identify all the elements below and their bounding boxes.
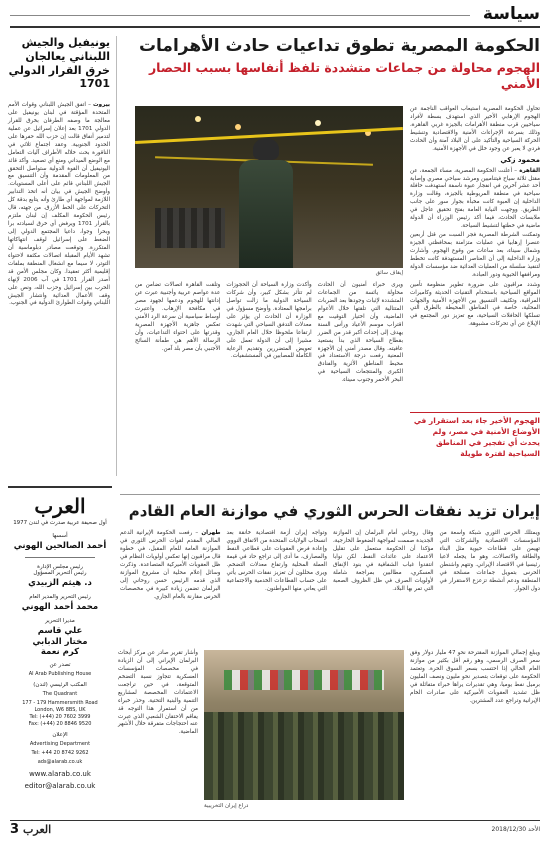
top-story-headline: الحكومة المصرية تطوق تداعيات حادث الأهرامات	[138, 36, 540, 56]
masthead-logo: العرب	[34, 494, 86, 518]
story-divider	[120, 494, 540, 495]
top-photo-credit: إيقاف سائق	[375, 270, 403, 276]
masthead-website-link[interactable]: www.alarab.co.uk	[29, 770, 91, 779]
top-story-body-2: وتمكنت الشرطة المصرية فجر السبت من قتل أربعين عنصرا إرهابيا في عمليات متزامنة بمحافظتي الجيزة وشمال سيناء، بعد ساعات من وقوع الهجوم. وأشارت وزارة الداخلية إلى أن العناصر المستهدفة كانت تخطط لتنفيذ سلسلة من العمليات العدائية ضد مؤسسات الدولة ومرافقها الحيوية ودور العبادة.	[410, 232, 540, 278]
top-story-body-3: وشدد مراقبون على ضرورة تطوير منظومة تأمين المواقع السياحية باستخدام التقنيات الحديثة وكاميرات المراقبة، وتكثيف التنسيق بين الأجهزة الأمنية والجهات المحلية، خاصة في المناطق المحيطة بالطرق التي تسلكها الحافلات السياحية، مع تعزيز دور المجتمع في الإبلاغ عن أي تحركات مشبوهة.	[410, 281, 540, 328]
top-story-photo	[135, 106, 403, 268]
footer-left	[10, 822, 59, 837]
bottom-story-col-2: وتواجه إيران أزمة اقتصادية خانقة بعد انسحاب الولايات المتحدة من الاتفاق النووي وإعادة فرض العقوبات على قطاعي النفط والمصارف، ما أدى إلى تراجع حاد في قيمة العملة المحلية وارتفاع معدلات التضخم. ويرى محللون أن تعزيز نفقات الحرس يأتي على حساب القطاعات الخدمية والاجتماعية التي يعاني منها المواطنون.	[226, 530, 327, 592]
soldier-body	[239, 160, 293, 268]
bottom-story-dateline: طهران	[201, 530, 221, 536]
top-story-col-a: ويرى خبراء أمنيون أن الحادث محاولة يائسة من الجماعات المتشددة لإثبات وجودها بعد الضربات المتتالية التي تلقتها خلال الأعوام الماضية، وأن اختيار التوقيت مع اقتراب موسم الأعياد ورأس السنة يهدف إلى إحداث أكبر قدر من الضرر بقطاع السياحة الذي بدأ يستعيد عافيته. وقال مصدر أمني إن الأجهزة المعنية رفعت درجة الاستعداد في محيط المناطق الأثرية والفنادق الكبرى والمنتجعات السياحية في البحر الأحمر وجنوب سيناء.	[317, 282, 403, 384]
top-story-columns	[135, 282, 403, 482]
masthead-rule	[25, 557, 95, 558]
bottom-story-col-1-wrap: طهران – رفعت الحكومة الإيرانية الدعم المالي المقدم لقوات الحرس الثوري في الموازنة العامة للعام المقبل، في خطوة قال مراقبون إنها تعكس أولويات النظام في ظل العقوبات الأميركية المتصاعدة. وذكرت وسائل إعلام محلية أن مشروع الموازنة الذي قدمه الرئيس حسن روحاني إلى البرلمان تضمن زيادة كبيرة في مخصصات الحرس مقارنة بالعام الجاري.	[120, 530, 221, 600]
bottom-story-columns	[120, 530, 540, 650]
footer-date: الأحد 2018/12/30	[491, 826, 540, 833]
top-story-byline: محمود زكي	[500, 155, 540, 164]
sidebar-body: اتفق الجيش اللبناني وقوات الأمم المتحدة المؤقتة في لبنان يونيفيل على معالجة ما وصفه الطرفان بخرق للقرار الدولي 1701 بعد إعلان إسرائيل عن عملية لتدمير أنفاق قالت إن حزب الله حفرها على الحدود الجنوبية. وعقد اجتماع ثلاثي في الناقورة بحث خلاله الأطراف آليات التعامل مع الوضع الميداني ومنع أي تصعيد. وأكد قائد اليونيفيل أن القوة الدولية ستواصل التحقق من المعلومات المقدمة وأن التنسيق مع الجيش اللبناني قائم على أعلى المستويات. وأوضح الجيش في بيان أنه اتخذ التدابير اللازمة لمواجهة أي طارئ وأنه يتابع بدقة كل التحركات على الخط الأزرق. من جهته، قال رئيس الحكومة المكلف إن لبنان ملتزم بالقرار 1701 ويرفض أي خرق لسيادته برا وبحرا وجوا، داعيا المجتمع الدولي إلى الضغط على إسرائيل لوقف انتهاكاتها المتكررة. وتوقعت مصادر دبلوماسية أن تشهد الأيام المقبلة اتصالات مكثفة لاحتواء التوتر، لا سيما مع انشغال المنطقة بملفات إقليمية أكثر تعقيدا. وكان مجلس الأمن قد أصدر القرار 1701 في آب 2006 لإنهاء الحرب بين إسرائيل وحزب الله، ونص على وقف الأعمال العدائية وانتشار الجيش اللبناني وقوات الطوارئ الدولية في الجنوب.	[8, 102, 110, 307]
bottom-story-left-text: وأشار تقرير صادر عن مركز أبحاث البرلمان الإيراني إلى أن الزيادة في مخصصات المؤسسات العسكرية تتجاوز نسبة التضخم المتوقعة، في حين تراجعت الاعتمادات المخصصة لمشاريع التنمية والبنية التحتية. وحذر خبراء من أن استمرار هذا التوجه قد يفاقم الاحتقان الشعبي الذي عبرت عنه احتجاجات متفرقة خلال الأشهر الماضية.	[118, 650, 198, 736]
masthead-managers-label: مديرا التحرير	[45, 618, 75, 625]
page-footer	[10, 820, 540, 838]
page-number: 3	[10, 822, 20, 837]
top-story-col-c: وتلقت القاهرة اتصالات تضامن من عدة عواصم عربية وأجنبية عبرت عن إدانتها للهجوم ودعمها لجهود مصر في مكافحة الإرهاب. واعتبرت أوساط سياسية أن سرعة الرد الأمني تعكس جاهزية الأجهزة المصرية وقدرتها على احتواء التداعيات، وأن الرسالة الأهم هي طمأنة السائح الأجنبي بأن مصر بلد آمن.	[135, 282, 221, 352]
masthead-building: The Quadrant	[42, 691, 78, 698]
masthead-ads-tel: Tel: +44 20 8742 9262	[31, 750, 89, 757]
section-rule	[10, 15, 470, 16]
sidebar-dateline: بيروت	[93, 102, 110, 108]
masthead-founder: أحمد الصالحين الهوني	[13, 541, 107, 552]
top-story-subhead: الهجوم محاولة من جماعات متشددة تلفظ أنفاسها بسبب الحصار الأمني	[148, 60, 540, 92]
photo-soldier	[239, 138, 293, 268]
masthead-gm: محمد أحمد الهوني	[21, 602, 99, 613]
masthead-publisher-en: Al Arab Publishing House	[28, 671, 92, 678]
masthead-ads-label: الإعلان	[52, 732, 68, 739]
photo-flags	[224, 670, 384, 690]
masthead-tagline: أول صحيفة عربية صدرت في لندن 1977	[13, 520, 107, 526]
masthead-email-link[interactable]: editor@alarab.co.uk	[24, 782, 96, 791]
masthead-publisher-ar: المكتب الرئيسي (لندن)	[33, 682, 87, 689]
footer-logo: العرب	[23, 823, 52, 836]
pull-quote: الهجوم الأخير جاء بعد استقرار في الأوضاع الأمنية في مصر، ولم يحدث أي تفجير في المناطق السياحية لفترة طويلة	[410, 412, 540, 460]
masthead-founder-label: أسسها	[52, 533, 68, 540]
masthead-publisher-label: تصدر عن	[49, 662, 71, 669]
section-header	[10, 4, 540, 28]
masthead-address: 177 - 179 Hammersmith Road London, W6 8BS, UK Tel: (+44) 20 7602 3999 Fax: (+44) 20 8846 9520	[22, 700, 98, 728]
top-story-col-b: وأكدت وزارة السياحة أن الحجوزات لم تتأثر بشكل كبير، وأن شركات السياحة الدولية ما زالت تواصل برامجها المعتادة. وأوضح مسؤول في الوزارة أن الحادث لن يؤثر على معدلات التدفق السياحي التي شهدت ارتفاعا ملحوظا خلال العام الجاري، مشيرا إلى أن الدولة تعمل على تعويض المتضررين وتقديم الرعاية الكاملة للمصابين في المستشفيات.	[226, 282, 312, 360]
masthead	[8, 486, 112, 816]
masthead-editor-label: رئيس مجلس الإدارة رئيس التحرير المسؤول	[33, 564, 87, 577]
photo-lights	[195, 116, 201, 122]
bottom-photo-credit: دراع إيران التخريبية	[204, 803, 249, 809]
sidebar-body-column: بيروت – اتفق الجيش اللبناني وقوات الأمم المتحدة المؤقتة في لبنان يونيفيل على معالجة ما وصفه الطرفان بخرق للقرار الدولي 1701 بعد إعلان إسرائيل عن عملية لتدمير أنفاق قالت إن حزب الله حفرها على الحدود الجنوبية. وعقد اجتماع ثلاثي في الناقورة بحث خلاله الأطراف آليات التعامل مع الوضع الميداني ومنع أي تصعيد. وأكد قائد اليونيفيل أن القوة الدولية ستواصل التحقق من المعلومات المقدمة وأن التنسيق مع الجيش اللبناني قائم على أعلى المستويات. وأوضح الجيش في بيان أنه اتخذ التدابير اللازمة لمواجهة أي طارئ وأنه يتابع بدقة كل التحركات على الخط الأزرق. من جهته، قال رئيس الحكومة المكلف إن لبنان ملتزم بالقرار 1701 ويرفض أي خرق لسيادته برا وبحرا وجوا، داعيا المجتمع الدولي إلى الضغط على إسرائيل لوقف انتهاكاتها المتكررة. وتوقعت مصادر دبلوماسية أن تشهد الأيام المقبلة اتصالات مكثفة لاحتواء التوتر، لا سيما مع انشغال المنطقة بملفات إقليمية أكثر تعقيدا. وكان مجلس الأمن قد أصدر القرار 1701 في آب 2006 لإنهاء الحرب بين إسرائيل وحزب الله، ونص على وقف الأعمال العدائية وانتشار الجيش اللبناني وقوات الطوارئ الدولية في الجنوب.	[8, 102, 110, 307]
top-story-body-1: أعلنت الحكومة المصرية، مساء الجمعة، عن مقتل ثلاثة سياح فيتناميين ومرشد سياحي مصري وإصابة أحد عشر آخرين في انفجار عبوة ناسفة استهدفت حافلة سياحية في منطقة المريوطية بالجيزة، وقالت وزارة الداخلية إن العبوة كانت مخبأة بجوار سور على جانب الطريق. ووجهت النيابة العامة بفتح تحقيق عاجل في ملابسات الحادث، فيما أكد رئيس الوزراء أن الدولة ماضية في خطتها لتنشيط السياحة.	[410, 167, 540, 230]
bottom-story-photo	[204, 650, 404, 800]
sidebar-headline: يونيفيل والجيش اللبناني يعالجان خرق القرار الدولي 1701	[8, 36, 110, 91]
bottom-story-headline: إيران تزيد نفقات الحرس الثوري في موازنة العام القادم	[128, 502, 540, 520]
sidebar-rule	[116, 36, 117, 476]
bottom-story-col-1: رفعت الحكومة الإيرانية الدعم المالي المقدم لقوات الحرس الثوري في الموازنة العامة للعام المقبل، في خطوة قال مراقبون إنها تعكس أولويات النظام في ظل العقوبات الأميركية المتصاعدة. وذكرت وسائل إعلام محلية أن مشروع الموازنة الذي قدمه الرئيس حسن روحاني إلى البرلمان تضمن زيادة كبيرة في مخصصات الحرس مقارنة بالعام الجاري.	[120, 530, 221, 600]
top-story-lead-column: تحاول الحكومة المصرية استيعاب العواقب الناجمة عن الهجوم الإرهابي الأخير الذي استهدف بسطة لأفراد سياحيين قرب منطقة الأهرامات بالجيزة غربي القاهرة، وذلك بسرعة الإجراءات الأمنية والاقتصادية وتنشيط الحركة السياحية والتأكيد على أن البلاد آمنة وأن الحادث فردي لا يعبر عن وجود خلل في الأجهزة الأمنية. محمود زكي القاهرة – أعلنت الحكومة المصرية، مساء الجمعة، عن مقتل ثلاثة سياح فيتناميين ومرشد سياحي مصري وإصابة أحد عشر آخرين في انفجار عبوة ناسفة استهدفت حافلة سياحية في منطقة المريوطية بالجيزة، وقالت وزارة الداخلية إن العبوة كانت مخبأة بجوار سور على جانب الطريق. ووجهت النيابة العامة بفتح تحقيق عاجل في ملابسات الحادث، فيما أكد رئيس الوزراء أن الدولة ماضية في خطتها لتنشيط السياحة.	[410, 106, 540, 230]
top-story-lead: تحاول الحكومة المصرية استيعاب العواقب الناجمة عن الهجوم الإرهابي الأخير الذي استهدف بسطة لأفراد سياحيين قرب منطقة الأهرامات بالجيزة غربي القاهرة، وذلك بسرعة الإجراءات الأمنية والاقتصادية وتنشيط الحركة السياحية والتأكيد على أن البلاد آمنة وأن الحادث فردي لا يعبر عن وجود خلل في الأجهزة الأمنية.	[410, 106, 540, 152]
section-title: سياسة	[482, 4, 540, 24]
bottom-story-right-text: ويبلغ إجمالي الموازنة المقترحة نحو 47 مليار دولار وفق سعر الصرف الرسمي، وهو رقم أقل بكثير من موازنة العام الحالي إذا احتسب بسعر السوق الحرة. وتعتمد الحكومة على توقعات بتصدير نحو مليون ونصف المليون برميل نفط يوميا، وهي تقديرات يراها خبراء متفائلة في ظل تشديد العقوبات الأميركية على صادرات الخام الإيرانية وتراجع عدد المشترين.	[410, 650, 540, 704]
masthead-gm-label: رئيس التحرير والمدير العام	[29, 594, 91, 601]
masthead-ads-en: Advertising Department	[29, 741, 91, 748]
top-story-right-column	[410, 232, 540, 402]
masthead-ads-email[interactable]: ads@alarab.co.uk	[37, 759, 83, 766]
bottom-story-col-4: ويمتلك الحرس الثوري شبكة واسعة من المؤسسات الاقتصادية والشركات التي تهيمن على قطاعات حيوية مثل البناء والطاقة والاتصالات، وهو ما يجعله لاعبا رئيسيا في الاقتصاد الإيراني. وتتهم واشنطن الحرس بتمويل جماعات مسلحة في المنطقة ودعم أنشطة تزعزع الاستقرار في دول الجوار.	[439, 530, 540, 592]
masthead-managers: علي قاسم مختار الدبابي كرم نعمة	[32, 626, 88, 658]
soldier-helmet	[253, 138, 279, 160]
footer-right	[492, 826, 540, 833]
photo-crowd	[155, 208, 225, 248]
top-story-dateline: القاهرة	[519, 167, 540, 174]
photo-troops	[204, 712, 404, 800]
bottom-story-col-3: وقال روحاني أمام البرلمان إن الموازنة الجديدة صممت لمواجهة الضغوط الخارجية، مؤكدا أن الحكومة ستعمل على تقليل الاعتماد على عائدات النفط. لكن نوابا انتقدوا غياب الشفافية في بنود الإنفاق العسكري، مطالبين بمراجعة شاملة لأولويات الصرف في ظل الظروف الصعبة التي تمر بها البلاد.	[333, 530, 434, 592]
masthead-editor: د. هيثم الزبيدي	[28, 578, 92, 589]
